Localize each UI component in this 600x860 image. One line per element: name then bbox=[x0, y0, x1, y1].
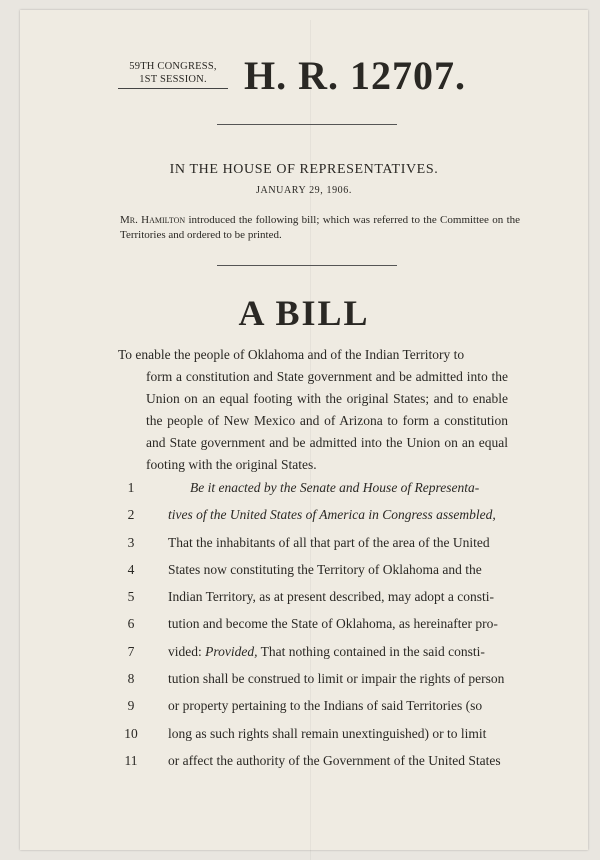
line-number: 2 bbox=[127, 507, 135, 523]
line-number: 3 bbox=[127, 534, 135, 550]
proviso-word: Provided, bbox=[205, 643, 258, 659]
line-number: 4 bbox=[127, 561, 135, 577]
line-text: Indian Territory, as at present described, may adopt a consti- bbox=[168, 589, 494, 605]
bill-title-rest: form a constitution and State government and be admitted into the Union on an equal footing with the original States; and to enable the people of New Mexico and of Arizona to form a constitution and State government and be admitted into the Union on an equal footing with the original States. bbox=[146, 369, 508, 472]
bill-title bbox=[118, 344, 508, 476]
bill-line bbox=[120, 644, 520, 671]
line-text-pre: vided: bbox=[168, 643, 206, 659]
congress-rule bbox=[118, 88, 228, 89]
intro-paragraph bbox=[120, 213, 520, 243]
bill-text-lines bbox=[120, 480, 520, 780]
bill-line bbox=[120, 507, 520, 534]
line-number: 8 bbox=[127, 671, 135, 687]
bill-date: JANUARY 29, 1906. bbox=[256, 185, 352, 196]
line-number: 9 bbox=[127, 698, 135, 714]
line-text bbox=[168, 644, 523, 660]
congress-session-block bbox=[114, 60, 232, 89]
line-text: long as such rights shall remain unextinguished) or to limit bbox=[168, 725, 487, 741]
congress-label: 59TH CONGRESS, bbox=[129, 61, 217, 72]
bill-line bbox=[120, 616, 520, 643]
house-heading: IN THE HOUSE OF REPRESENTATIVES. bbox=[169, 162, 439, 177]
line-text: tution and become the State of Oklahoma, as hereinafter pro- bbox=[168, 616, 498, 632]
divider-top bbox=[217, 124, 397, 125]
bill-line bbox=[120, 535, 520, 562]
bill-heading: A BILL bbox=[238, 293, 370, 333]
line-number: 11 bbox=[124, 752, 138, 768]
bill-line bbox=[120, 589, 520, 616]
line-number: 7 bbox=[127, 643, 135, 659]
session-label: 1ST SESSION. bbox=[139, 74, 207, 85]
bill-title-first-line: To enable the people of Oklahoma and of the Indian Territory to bbox=[118, 347, 465, 362]
line-text: States now constituting the Territory of Oklahoma and the bbox=[168, 561, 482, 577]
bill-line bbox=[120, 562, 520, 589]
line-number: 5 bbox=[127, 589, 135, 605]
line-text: tution shall be construed to limit or impair the rights of person bbox=[168, 671, 505, 687]
line-text: tives of the United States of America in Congress assembled, bbox=[168, 507, 496, 523]
line-text-post: That nothing contained in the said consti- bbox=[257, 643, 485, 659]
line-text: or affect the authority of the Government of the United States bbox=[168, 752, 501, 768]
line-text: That the inhabitants of all that part of the area of the United bbox=[168, 534, 490, 550]
divider-middle bbox=[217, 265, 397, 266]
bill-number: H. R. 12707. bbox=[244, 53, 466, 98]
document-page bbox=[20, 10, 588, 850]
line-text: Be it enacted by the Senate and House of Representa- bbox=[190, 480, 480, 495]
sponsor-name: Mr. Hamilton bbox=[120, 214, 186, 226]
bill-line bbox=[120, 753, 520, 780]
line-number: 6 bbox=[127, 616, 135, 632]
bill-line bbox=[120, 480, 520, 507]
line-number: 1 bbox=[127, 480, 135, 495]
bill-line bbox=[120, 726, 520, 753]
line-text: or property pertaining to the Indians of said Territories (so bbox=[168, 698, 483, 714]
bill-line bbox=[120, 671, 520, 698]
intro-text: introduced the following bill; which was referred to the Committee on the Territories and ordered to be printed. bbox=[120, 214, 521, 241]
line-number: 10 bbox=[124, 725, 138, 741]
bill-line bbox=[120, 698, 520, 725]
